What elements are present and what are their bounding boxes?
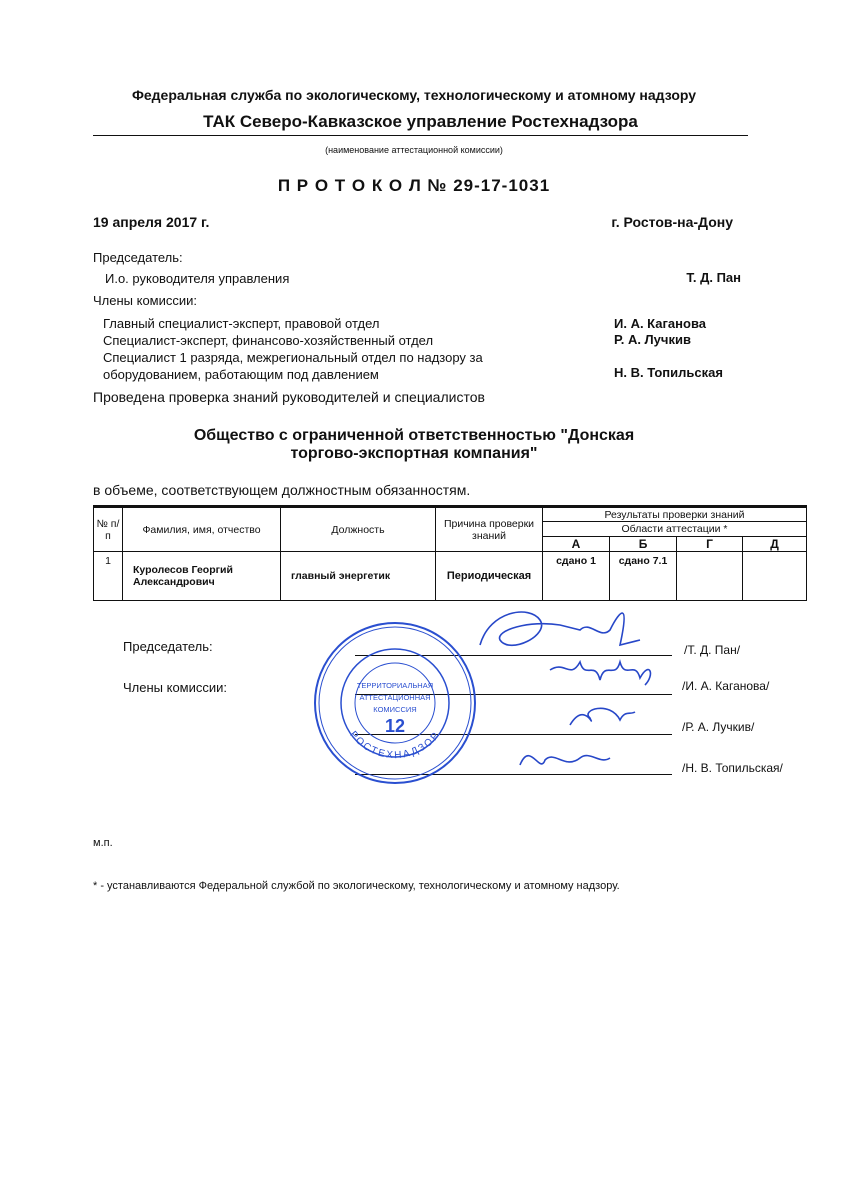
commission-caption: (наименование аттестационной комиссии) xyxy=(325,145,503,155)
sign-name: /Р. А. Лучкив/ xyxy=(682,720,755,734)
header-fio: Фамилия, имя, отчество xyxy=(123,507,281,552)
header-area-b: Б xyxy=(610,537,677,552)
commission-name: ТАК Северо-Кавказское управление Ростехнадзора xyxy=(93,112,748,136)
table-row xyxy=(94,552,807,601)
cell-area-a: сдано 1 xyxy=(543,552,610,601)
header-results: Результаты проверки знаний xyxy=(543,507,807,522)
svg-text:ТЕРРИТОРИАЛЬНАЯ: ТЕРРИТОРИАЛЬНАЯ xyxy=(356,681,434,690)
svg-text:КОМИССИЯ: КОМИССИЯ xyxy=(373,705,417,714)
svg-text:РОСТЕХНАДЗОР: РОСТЕХНАДЗОР xyxy=(347,729,443,762)
protocol-date: 19 апреля 2017 г. xyxy=(93,214,210,230)
results-table xyxy=(93,505,807,601)
sign-members-label: Члены комиссии: xyxy=(123,680,228,695)
seal-place-mark: м.п. xyxy=(93,837,113,849)
cell-num: 1 xyxy=(94,552,123,601)
sign-name: /Т. Д. Пан/ xyxy=(684,643,741,657)
cell-area-g xyxy=(677,552,743,601)
sign-name: /Н. В. Топильская/ xyxy=(682,761,783,775)
cell-reason: Периодическая xyxy=(436,552,543,601)
member-position-cont: оборудованием, работающим под давлением xyxy=(103,367,379,382)
agency-name: Федеральная служба по экологическому, технологическому и атомному надзору xyxy=(131,87,697,103)
svg-text:12: 12 xyxy=(384,716,406,736)
handwritten-signatures xyxy=(470,600,700,790)
chair-name: Т. Д. Пан xyxy=(686,270,741,285)
check-text: Проведена проверка знаний руководителей и специалистов xyxy=(93,389,485,405)
footnote: * - устанавливаются Федеральной службой по экологическому, технологическому и атомному надзору. xyxy=(93,880,620,892)
header-reason: Причина проверки знаний xyxy=(436,507,543,552)
chair-position: И.о. руководителя управления xyxy=(105,271,290,286)
organization-line1: Общество с ограниченной ответственностью "Донская xyxy=(193,427,635,444)
cell-position: главный энергетик xyxy=(281,552,436,601)
official-stamp xyxy=(310,618,480,788)
cell-area-d xyxy=(743,552,807,601)
member-name: И. А. Каганова xyxy=(614,316,706,331)
member-name: Р. А. Лучкив xyxy=(614,332,691,347)
header-area-a: А xyxy=(543,537,610,552)
header-area-d: Д xyxy=(743,537,807,552)
cell-area-b: сдано 7.1 xyxy=(610,552,677,601)
protocol-city: г. Ростов-на-Дону xyxy=(611,214,733,230)
member-position: Главный специалист-эксперт, правовой отдел xyxy=(103,316,380,331)
header-position: Должность xyxy=(281,507,436,552)
members-label: Члены комиссии: xyxy=(93,293,198,308)
sign-name: /И. А. Каганова/ xyxy=(682,679,770,693)
member-name: Н. В. Топильская xyxy=(614,365,723,380)
svg-text:АТТЕСТАЦИОННАЯ: АТТЕСТАЦИОННАЯ xyxy=(359,693,431,702)
organization-line2: торгово-экспортная компания" xyxy=(290,445,538,462)
sign-chair-label: Председатель: xyxy=(123,639,213,654)
member-position: Специалист 1 разряда, межрегиональный отдел по надзору за xyxy=(103,350,483,365)
header-areas: Области аттестации * xyxy=(543,522,807,537)
page-title: П Р О Т О К О Л № 29-17-1031 xyxy=(277,176,551,195)
header-area-g: Г xyxy=(677,537,743,552)
member-position: Специалист-эксперт, финансово-хозяйственный отдел xyxy=(103,333,434,348)
header-num: № п/п xyxy=(94,507,123,552)
chair-label: Председатель: xyxy=(93,250,183,265)
cell-fio: Куролесов Георгий Александрович xyxy=(123,552,281,601)
scope-text: в объеме, соответствующем должностным обязанностям. xyxy=(93,482,471,498)
